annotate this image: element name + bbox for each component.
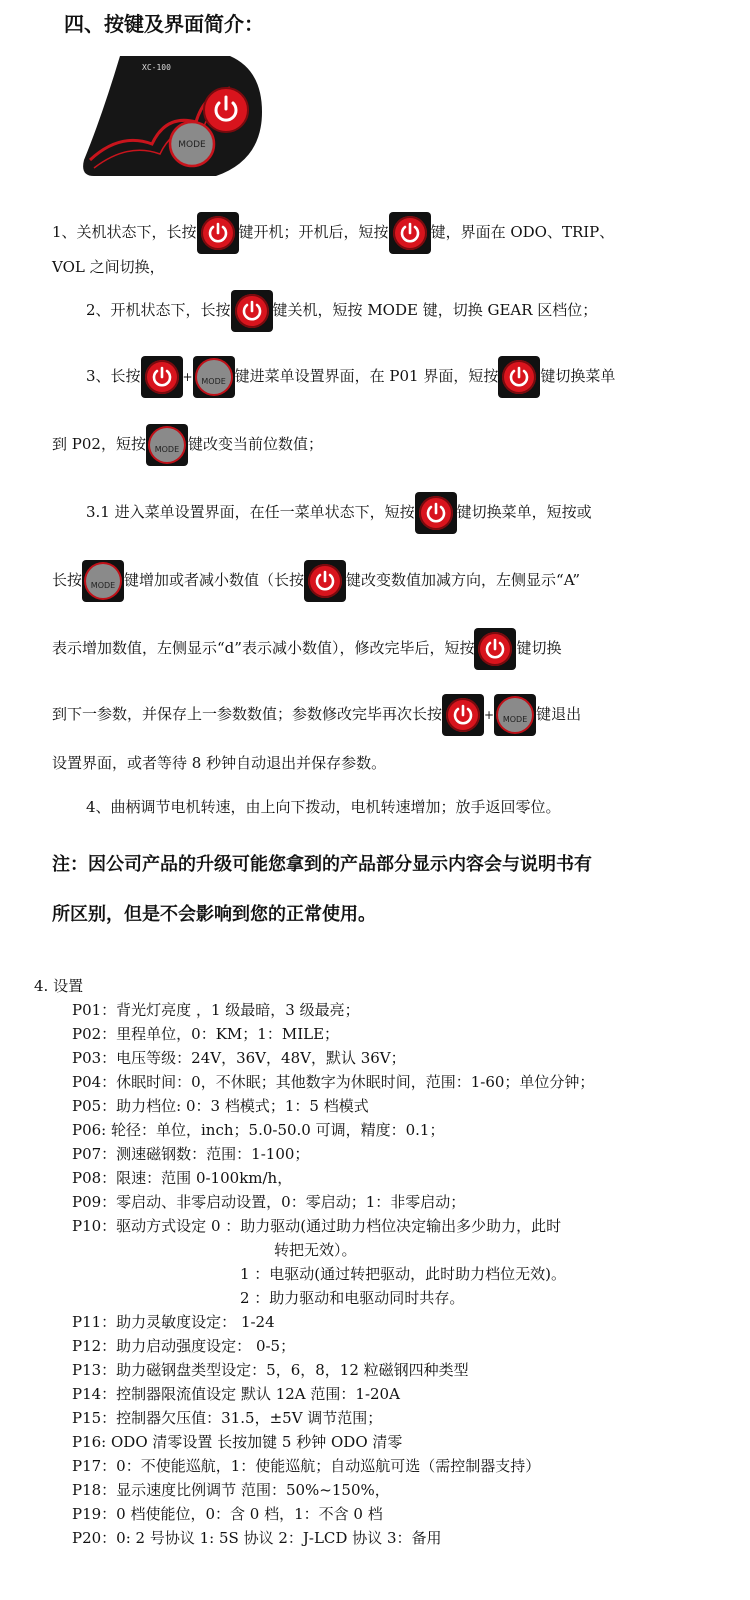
setting-p10: P10：驱动方式设定 0 ：助力驱动(通过助力档位决定输出多少助力，此时	[72, 1217, 562, 1235]
setting-p18: P18：显示速度比例调节 范围：50%~150%，	[72, 1481, 390, 1499]
power-key-icon	[304, 560, 346, 602]
power-key-icon	[474, 628, 516, 670]
setting-p10-opt1: 1 ：电驱动(通过转把驱动，此时助力档位无效)。	[240, 1265, 567, 1283]
mode-key-icon: MODE	[193, 356, 235, 398]
setting-p20: P20：0: 2 号协议 1: 5S 协议 2：J-LCD 协议 3：备用	[72, 1529, 442, 1547]
setting-p02: P02：里程单位，0：KM；1：MILE；	[72, 1025, 340, 1043]
setting-p17: P17：0：不使能巡航，1：使能巡航；自动巡航可选（需控制器支持）	[72, 1457, 541, 1475]
power-key-icon	[442, 694, 484, 736]
setting-p10-opt2: 2 ：助力驱动和电驱动同时共存。	[240, 1289, 465, 1307]
power-key-icon	[389, 212, 431, 254]
setting-p08: P08：限速：范围 0-100km/h，	[72, 1169, 293, 1187]
section-heading: 四、按键及界面简介：	[64, 12, 264, 36]
setting-p06: P06: 轮径：单位，inch；5.0-50.0 可调，精度：0.1；	[72, 1121, 445, 1139]
setting-p03: P03：电压等级：24V，36V，48V，默认 36V；	[72, 1049, 406, 1067]
mode-key-icon: MODE	[82, 560, 124, 602]
instruction-line-11: 4、曲柄调节电机转速，由上向下拨动，电机转速增加；放手返回零位。	[86, 798, 561, 816]
power-key-icon	[231, 290, 273, 332]
mode-key-icon: MODE	[494, 694, 536, 736]
controller-illustration	[80, 48, 270, 180]
power-key-icon	[498, 356, 540, 398]
device-mode-label: MODE	[178, 140, 206, 150]
notice-line-1: 注：因公司产品的升级可能您拿到的产品部分显示内容会与说明书有	[52, 854, 592, 875]
settings-title: 4. 设置	[34, 977, 84, 995]
power-key-icon	[141, 356, 183, 398]
instruction-line-7: 长按 MODE 键增加或者减小数值（长按 键改变数值加减方向，左侧显示“A”	[52, 560, 580, 602]
notice-line-2: 所区别，但是不会影响到您的正常使用。	[52, 904, 376, 925]
instruction-line-5: 到 P02，短按 MODE 键改变当前位数值；	[52, 424, 323, 466]
setting-p19: P19：0 档使能位，0：含 0 档，1：不含 0 档	[72, 1505, 383, 1523]
instruction-line-9: 到下一参数，并保存上一参数数值；参数修改完毕再次长按 + MODE 键退出	[52, 694, 581, 736]
instruction-line-6: 3.1 进入菜单设置界面，在任一菜单状态下，短按 键切换菜单，短按或	[86, 492, 592, 534]
device-model-label: XC-100	[142, 63, 171, 72]
instruction-line-1: 1、关机状态下，长按 键开机；开机后，短按 键，界面在 ODO、TRIP、	[52, 212, 614, 254]
setting-p13: P13：助力磁钢盘类型设定：5，6，8，12 粒磁钢四种类型	[72, 1361, 469, 1379]
setting-p12: P12：助力启动强度设定： 0-5；	[72, 1337, 296, 1355]
instruction-line-4: 3、长按 + MODE 键进菜单设置界面，在 P01 界面，短按 键切换菜单	[86, 356, 615, 398]
power-key-icon	[197, 212, 239, 254]
setting-p01: P01：背光灯亮度 ，1 级最暗，3 级最亮；	[72, 1001, 360, 1019]
setting-p15: P15：控制器欠压值：31.5，±5V 调节范围；	[72, 1409, 383, 1427]
mode-key-icon: MODE	[146, 424, 188, 466]
setting-p14: P14：控制器限流值设定 默认 12A 范围：1-20A	[72, 1385, 400, 1403]
instruction-line-10: 设置界面，或者等待 8 秒钟自动退出并保存参数。	[52, 754, 387, 772]
instruction-line-3: 2、开机状态下，长按 键关机，短按 MODE 键，切换 GEAR 区档位；	[86, 290, 597, 332]
setting-p07: P07：测速磁钢数：范围：1-100；	[72, 1145, 310, 1163]
setting-p05: P05：助力档位: 0：3 档模式；1：5 档模式	[72, 1097, 369, 1115]
instruction-line-8: 表示增加数值，左侧显示“d”表示减小数值），修改完毕后，短按 键切换	[52, 628, 561, 670]
setting-p10-cont: 转把无效）。	[274, 1241, 357, 1259]
setting-p04: P04：休眠时间：0，不休眠；其他数字为休眠时间，范围：1-60；单位分钟；	[72, 1073, 595, 1091]
setting-p11: P11：助力灵敏度设定： 1-24	[72, 1313, 275, 1331]
setting-p16: P16: ODO 清零设置 长按加键 5 秒钟 ODO 清零	[72, 1433, 403, 1451]
setting-p09: P09：零启动、非零启动设置，0：零启动；1：非零启动；	[72, 1193, 466, 1211]
instruction-line-2: VOL 之间切换，	[52, 258, 165, 276]
power-key-icon	[415, 492, 457, 534]
